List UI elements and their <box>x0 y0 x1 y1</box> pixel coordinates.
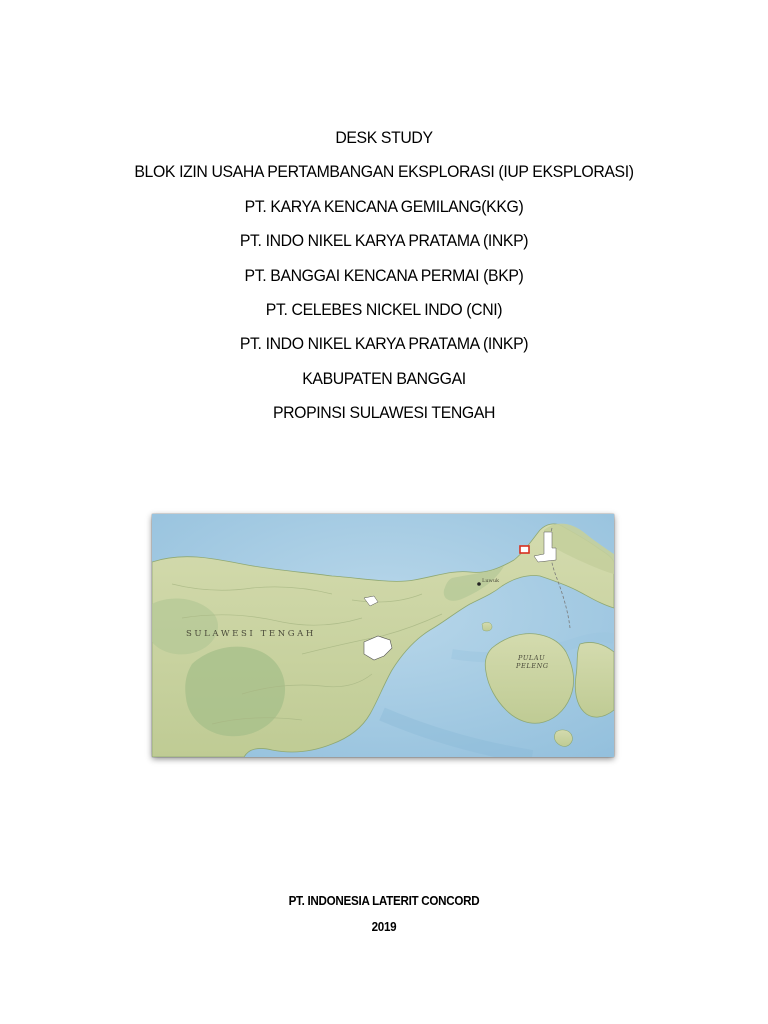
title-line-inkp: PT. INDO NIKEL KARYA PRATAMA (INKP) <box>239 231 529 251</box>
small-islet <box>482 622 492 631</box>
title-line-bkp: PT. BANGGAI KENCANA PERMAI (BKP) <box>244 265 524 285</box>
map-label-town: Luwuk <box>482 578 500 584</box>
town-marker-luwuk <box>477 582 481 586</box>
footer-company: PT. INDONESIA LATERIT CONCORD <box>288 894 480 908</box>
concession-block-highlight <box>520 546 529 553</box>
location-map-svg <box>152 514 614 757</box>
title-line-inkp-repeat: PT. INDO NIKEL KARYA PRATAMA (INKP) <box>239 334 529 354</box>
footer-year: 2019 <box>371 920 397 934</box>
document-title-block <box>0 121 768 431</box>
banggai-island-east <box>575 642 614 717</box>
title-line-iup-eksplorasi: BLOK IZIN USAHA PERTAMBANGAN EKSPLORASI (IUP EKSPLORASI) <box>134 162 634 182</box>
map-label-island-line1: PULAU <box>518 654 546 662</box>
title-line-desk-study: DESK STUDY <box>335 128 433 147</box>
title-line-cni: PT. CELEBES NICKEL INDO (CNI) <box>265 300 503 320</box>
title-line-propinsi: PROPINSI SULAWESI TENGAH <box>272 403 496 423</box>
map-label-island-line2: PELENG <box>516 662 549 670</box>
title-line-kabupaten: KABUPATEN BANGGAI <box>302 368 466 388</box>
location-map <box>152 514 614 757</box>
title-line-kkg: PT. KARYA KENCANA GEMILANG(KKG) <box>244 196 524 216</box>
document-footer <box>0 888 768 940</box>
map-label-region: SULAWESI TENGAH <box>186 629 316 639</box>
central-highlands <box>185 647 285 737</box>
